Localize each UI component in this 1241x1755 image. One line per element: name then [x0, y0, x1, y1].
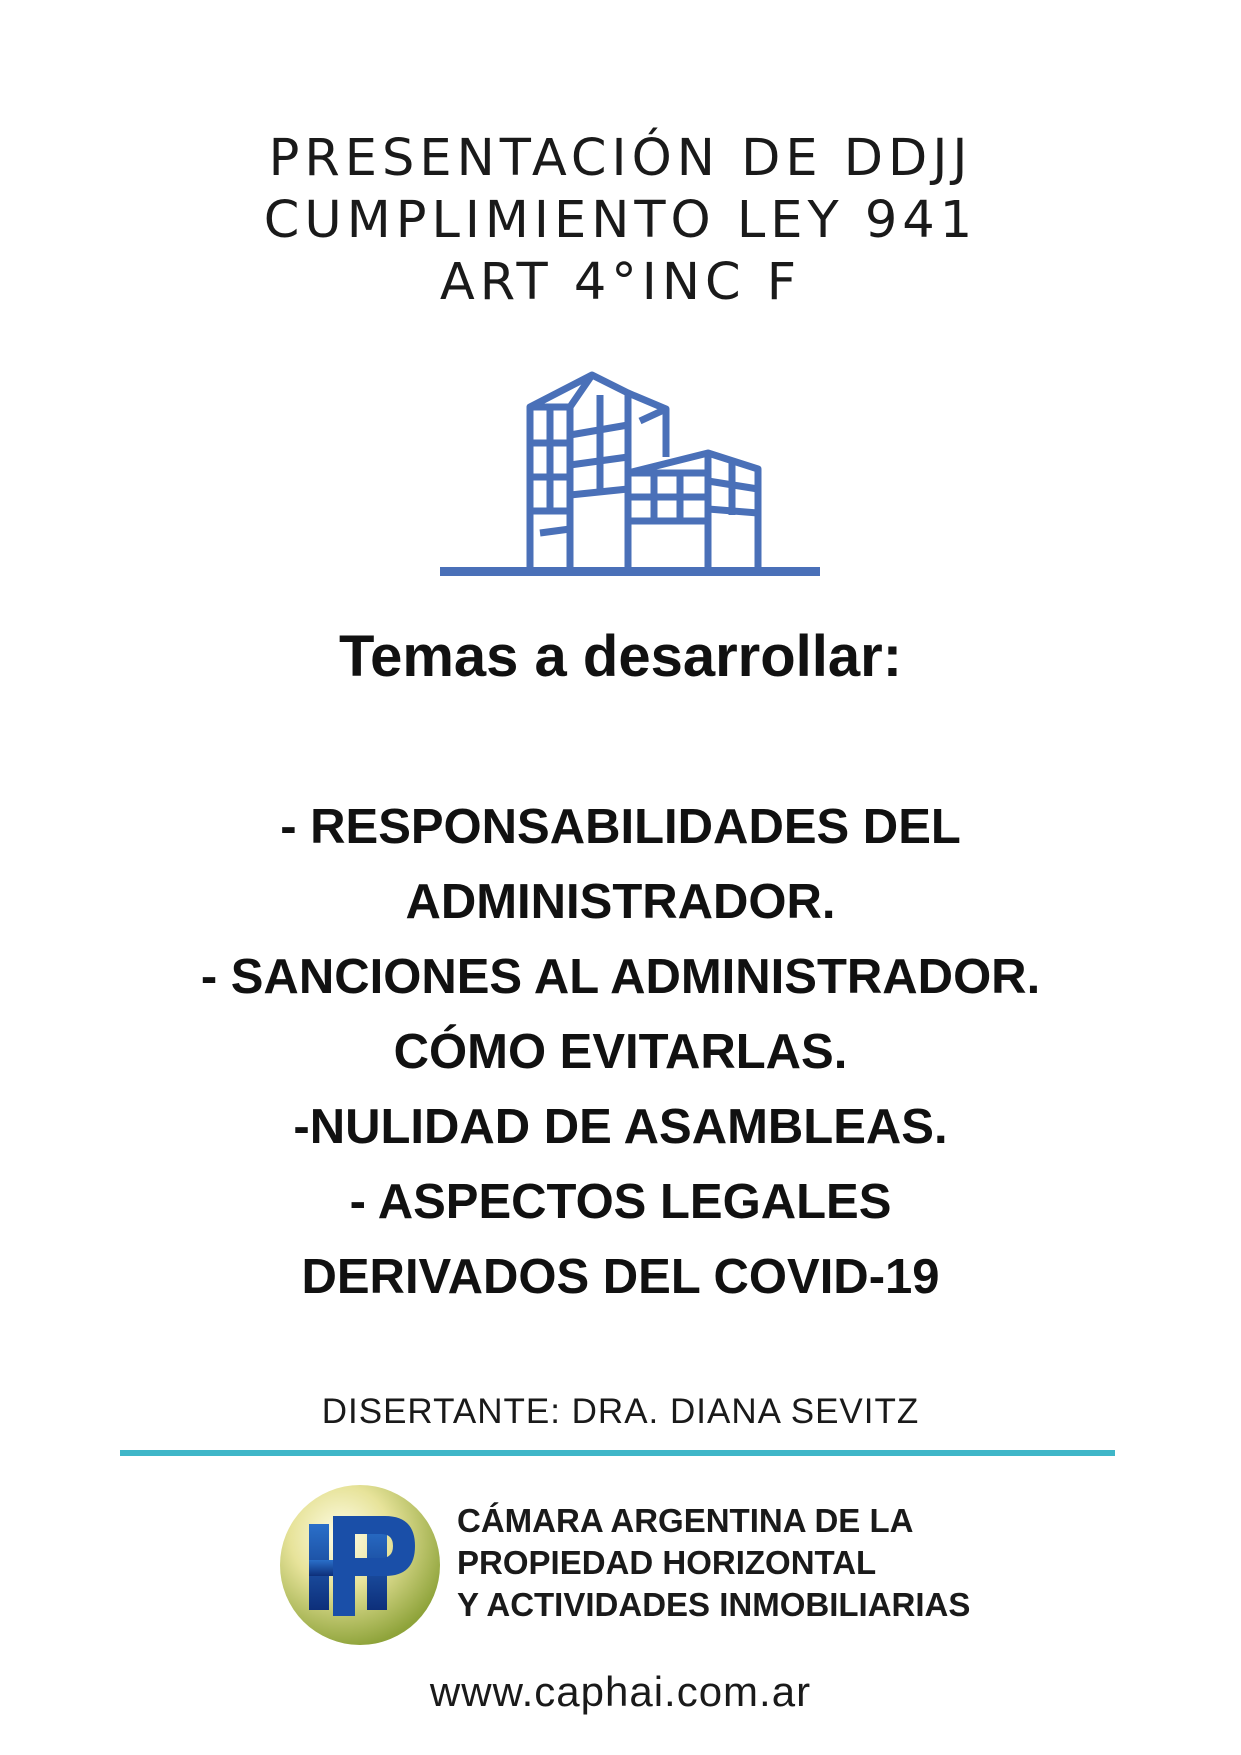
org-line-2: PROPIEDAD HORIZONTAL	[457, 1544, 877, 1581]
caphai-logo	[275, 1480, 445, 1650]
title-line-1: PRESENTACIÓN DE DDJJ	[268, 129, 973, 188]
list-item: DERIVADOS DEL COVID-19	[301, 1250, 940, 1304]
topics-list	[0, 790, 1241, 1315]
office-building-icon	[440, 345, 820, 585]
list-item: - RESPONSABILIDADES DEL	[280, 800, 961, 854]
organization-name	[457, 1500, 1177, 1626]
divider	[120, 1450, 1115, 1456]
topics-heading: Temas a desarrollar:	[338, 624, 903, 689]
list-item: CÓMO EVITARLAS.	[393, 1025, 848, 1079]
org-line-1: CÁMARA ARGENTINA DE LA	[457, 1502, 914, 1539]
page-title	[0, 128, 1241, 314]
title-line-2: CUMPLIMIENTO LEY 941	[263, 191, 978, 250]
list-item: -NULIDAD DE ASAMBLEAS.	[293, 1100, 948, 1154]
org-line-3: Y ACTIVIDADES INMOBILIARIAS	[457, 1586, 971, 1623]
speaker-line: DISERTANTE: DRA. DIANA SEVITZ	[321, 1392, 920, 1431]
title-line-3: ART 4°INC F	[439, 253, 802, 312]
website-url: www.caphai.com.ar	[429, 1668, 812, 1715]
list-item: - SANCIONES AL ADMINISTRADOR.	[200, 950, 1041, 1004]
list-item: ADMINISTRADOR.	[405, 875, 836, 929]
list-item: - ASPECTOS LEGALES	[349, 1175, 892, 1229]
